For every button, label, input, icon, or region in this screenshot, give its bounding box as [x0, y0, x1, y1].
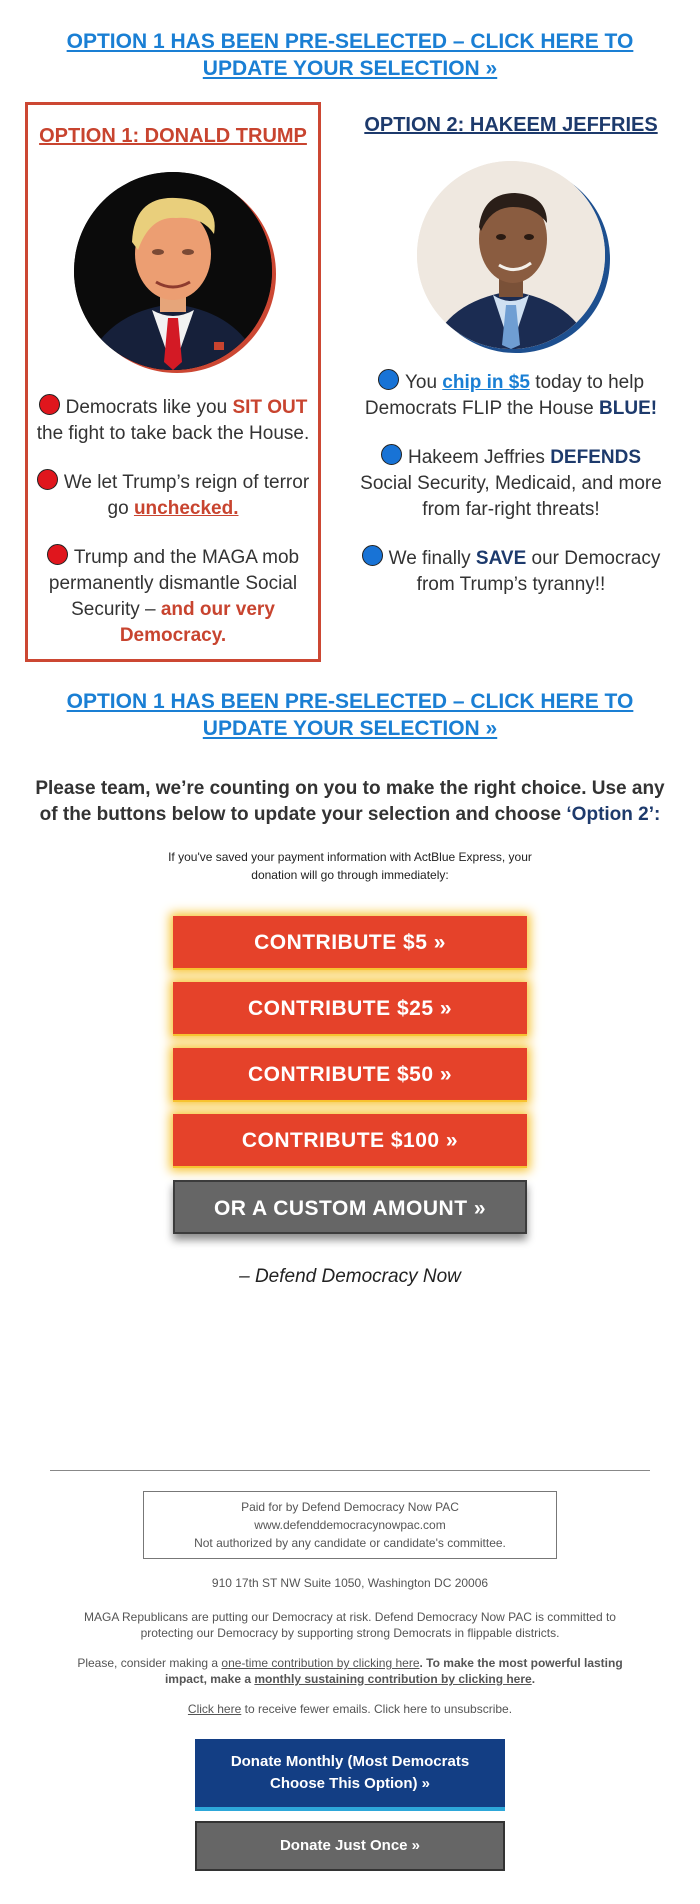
jeffries-portrait-image	[417, 161, 605, 349]
not-authorized-text: Not authorized by any candidate or candidate's committee.	[194, 1536, 506, 1550]
actblue-express-note: If you've saved your payment information with ActBlue Express, your donation will go through immediately:	[168, 850, 532, 882]
footer-address: 910 17th ST NW Suite 1050, Washington DC 20006	[211, 1576, 489, 1590]
contribute-50-button[interactable]: CONTRIBUTE $50 »	[173, 1048, 527, 1102]
preselect-update-link-top[interactable]: OPTION 1 HAS BEEN PRE-SELECTED – CLICK HERE TO UPDATE YOUR SELECTION »	[66, 30, 634, 80]
footer-consider: Please, consider making a one-time contribution by clicking here. To make the most powerful lasting impact, make a monthly sustaining contribution by clicking here.	[77, 1656, 623, 1686]
option-2-bullet-1: You chip in $5 today to help Democrats FLIP the House BLUE!	[347, 369, 675, 422]
donate-once-button[interactable]: Donate Just Once »	[195, 1821, 505, 1871]
option-1-bullets	[28, 394, 318, 649]
option-1-card	[25, 102, 321, 662]
monthly-contribution-link[interactable]: monthly sustaining contribution by clicking here	[254, 1672, 532, 1686]
jeffries-portrait	[417, 161, 605, 349]
option-1-bullet-1: Democrats like you SIT OUT the fight to take back the House.	[28, 394, 318, 447]
option-2-bullet-2: Hakeem Jeffries DEFENDS Social Security, Medicaid, and more from far-right threats!	[347, 444, 675, 523]
unchecked-link[interactable]: unchecked.	[133, 498, 239, 519]
signoff: – Defend Democracy Now	[239, 1266, 461, 1287]
trump-portrait-image	[74, 172, 272, 370]
red-dot-icon	[39, 394, 60, 415]
website-text: www.defenddemocracynowpac.com	[254, 1518, 446, 1532]
option-2-title[interactable]: OPTION 2: HAKEEM JEFFRIES	[364, 114, 658, 136]
contribute-100-button[interactable]: CONTRIBUTE $100 »	[173, 1114, 527, 1168]
footer-mission: MAGA Republicans are putting our Democracy at risk. Defend Democracy Now PAC is committed to protecting our Democracy by supporting strong Democrats in flippable districts.	[84, 1610, 616, 1640]
blue-dot-icon	[381, 444, 402, 465]
red-dot-icon	[47, 544, 68, 565]
contribute-5-button[interactable]: CONTRIBUTE $5 »	[173, 916, 527, 970]
footer-email-prefs: Click here to receive fewer emails. Click here to unsubscribe.	[187, 1702, 513, 1716]
preselect-update-link-bottom[interactable]: OPTION 1 HAS BEEN PRE-SELECTED – CLICK HERE TO UPDATE YOUR SELECTION »	[66, 690, 634, 740]
option-1-bullet-2: We let Trump’s reign of terror go unchecked.	[28, 469, 318, 522]
blue-dot-icon	[362, 545, 383, 566]
option-2-bullet-3: We finally SAVE our Democracy from Trump’s tyranny!!	[347, 545, 675, 598]
option-1-title[interactable]: OPTION 1: DONALD TRUMP	[39, 125, 307, 147]
fewer-emails-link[interactable]: Click here	[187, 1702, 242, 1716]
trump-portrait	[74, 172, 272, 370]
paid-for-box	[143, 1491, 557, 1559]
donate-monthly-button[interactable]: Donate Monthly (Most Democrats Choose This Option) »	[195, 1739, 505, 1811]
custom-amount-button[interactable]: OR A CUSTOM AMOUNT »	[173, 1180, 527, 1234]
contribute-25-button[interactable]: CONTRIBUTE $25 »	[173, 982, 527, 1036]
footer-divider	[50, 1470, 650, 1471]
blue-dot-icon	[378, 369, 399, 390]
option-1-bullet-3: Trump and the MAGA mob permanently dismantle Social Security – and our very Democracy.	[28, 544, 318, 649]
contribute-buttons	[0, 916, 700, 1234]
options-row	[0, 102, 700, 662]
red-dot-icon	[37, 469, 58, 490]
one-time-contribution-link[interactable]: one-time contribution by clicking here	[221, 1656, 420, 1670]
plea-heading: Please team, we’re counting on you to make the right choice. Use any of the buttons below to update your selection and choose ‘Option 2’:	[35, 778, 665, 825]
chip-in-5-link[interactable]: chip in $5	[442, 372, 530, 393]
option-2-bullets	[347, 369, 675, 598]
option-2-card	[347, 102, 675, 662]
paid-for-text: Paid for by Defend Democracy Now PAC	[241, 1500, 459, 1514]
